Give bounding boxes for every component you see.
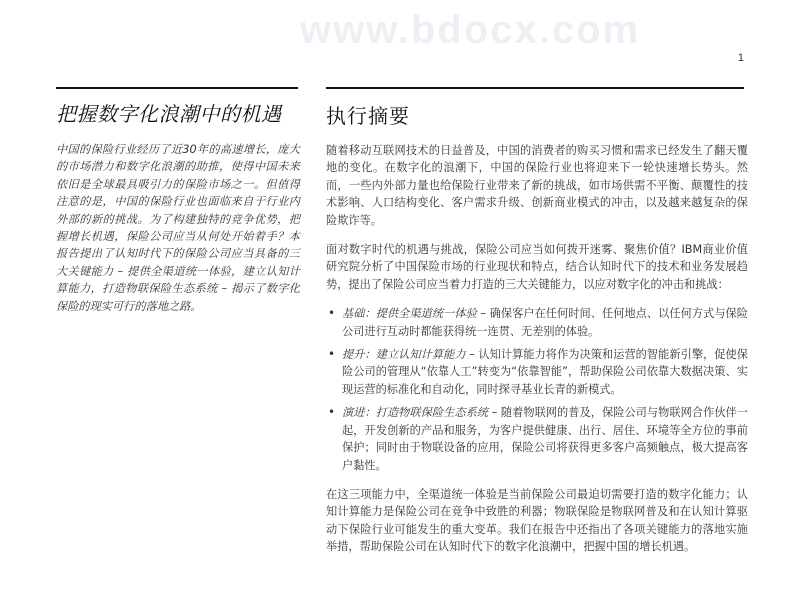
summary-paragraph-3: 在这三项能力中，全渠道统一体验是当前保险公司最迫切需要打造的数字化能力；认知计算能力是保险公司在竞争中致胜的利器；物联保险是物联网普及和在认知计算驱动下保险行业可能发生的重大变革。我们在报告中还指出了各项关键能力的落地实施举措，帮助保险公司在认知时代下的数字化浪潮中，把握中国的增长机遇。	[326, 487, 748, 554]
capability-lead: 基础：提供全渠道统一体验	[342, 307, 477, 321]
watermark: www.bdocx.com	[300, 8, 641, 52]
right-column-rule	[326, 87, 744, 89]
capability-text: – 认知计算能力将作为决策和运营的智能新引擎，促使保险公司的管理从“依靠人工”转变为“依靠智能”，帮助保险公司依靠大数据决策、实现运营的标准化和自动化，同时探寻基业长青的新模式。	[342, 348, 748, 396]
capability-lead: 演进：打造物联保险生态系统	[342, 406, 489, 420]
executive-summary-title: 执行摘要	[326, 104, 410, 128]
summary-paragraph-2: 面对数字时代的机遇与挑战，保险公司应当如何拨开迷雾、聚焦价值？IBM商业价值研究院分析了中国保险市场的行业现状和特点，结合认知时代下的技术和业务发展趋势，提出了保险公司应当着力打造的三大关键能力，以应对数字化的冲击和挑战：	[326, 243, 748, 291]
left-column-title: 把握数字化浪潮中的机遇	[56, 102, 282, 126]
left-column-rule	[56, 87, 298, 89]
list-item	[326, 404, 748, 474]
executive-summary-body	[326, 142, 748, 568]
capability-text: – 确保客户在任何时间、任何地点、以任何方式与保险公司进行互动时都能获得统一连贯、无差别的体验。	[342, 307, 748, 338]
page-number: 1	[737, 52, 744, 64]
capability-list	[326, 305, 748, 474]
list-item	[326, 346, 748, 398]
summary-paragraph-1: 随着移动互联网技术的日益普及，中国的消费者的购买习惯和需求已经发生了翻天覆地的变化。在数字化的浪潮下，中国的保险行业也将迎来下一轮快速增长势头。然而，一些内外部力量也给保险行业带来了新的挑战，如市场供需不平衡、颠覆性的技术影响、人口结构变化、客户需求升级、创新商业模式的冲击，以及越来越复杂的保险欺诈等。	[326, 144, 748, 227]
capability-text: – 随着物联网的普及，保险公司与物联网合作伙伴一起，开发创新的产品和服务，为客户提供健康、出行、居住、环境等全方位的事前保护；同时由于物联设备的应用，保险公司将获得更多客户高频触点，极大提高客户黏性。	[342, 406, 748, 472]
capability-lead: 提升：建立认知计算能力	[342, 348, 466, 362]
left-column-summary: 中国的保险行业经历了近30年的高速增长，庞大的市场潜力和数字化浪潮的助推，使得中国未来依旧是全球最具吸引力的保险市场之一。但值得注意的是，中国的保险行业也面临来自于行业内外部的新的挑战。为了构建独特的竞争优势，把握增长机遇，保险公司应当从何处开始着手？本报告提出了认知时代下的保险公司应当具备的三大关键能力 – 提供全渠道统一体验，建立认知计算能力，打造物联保险生态系统 – 揭示了数字化保险的现实可行的落地之路。	[56, 143, 300, 313]
list-item	[326, 305, 748, 340]
